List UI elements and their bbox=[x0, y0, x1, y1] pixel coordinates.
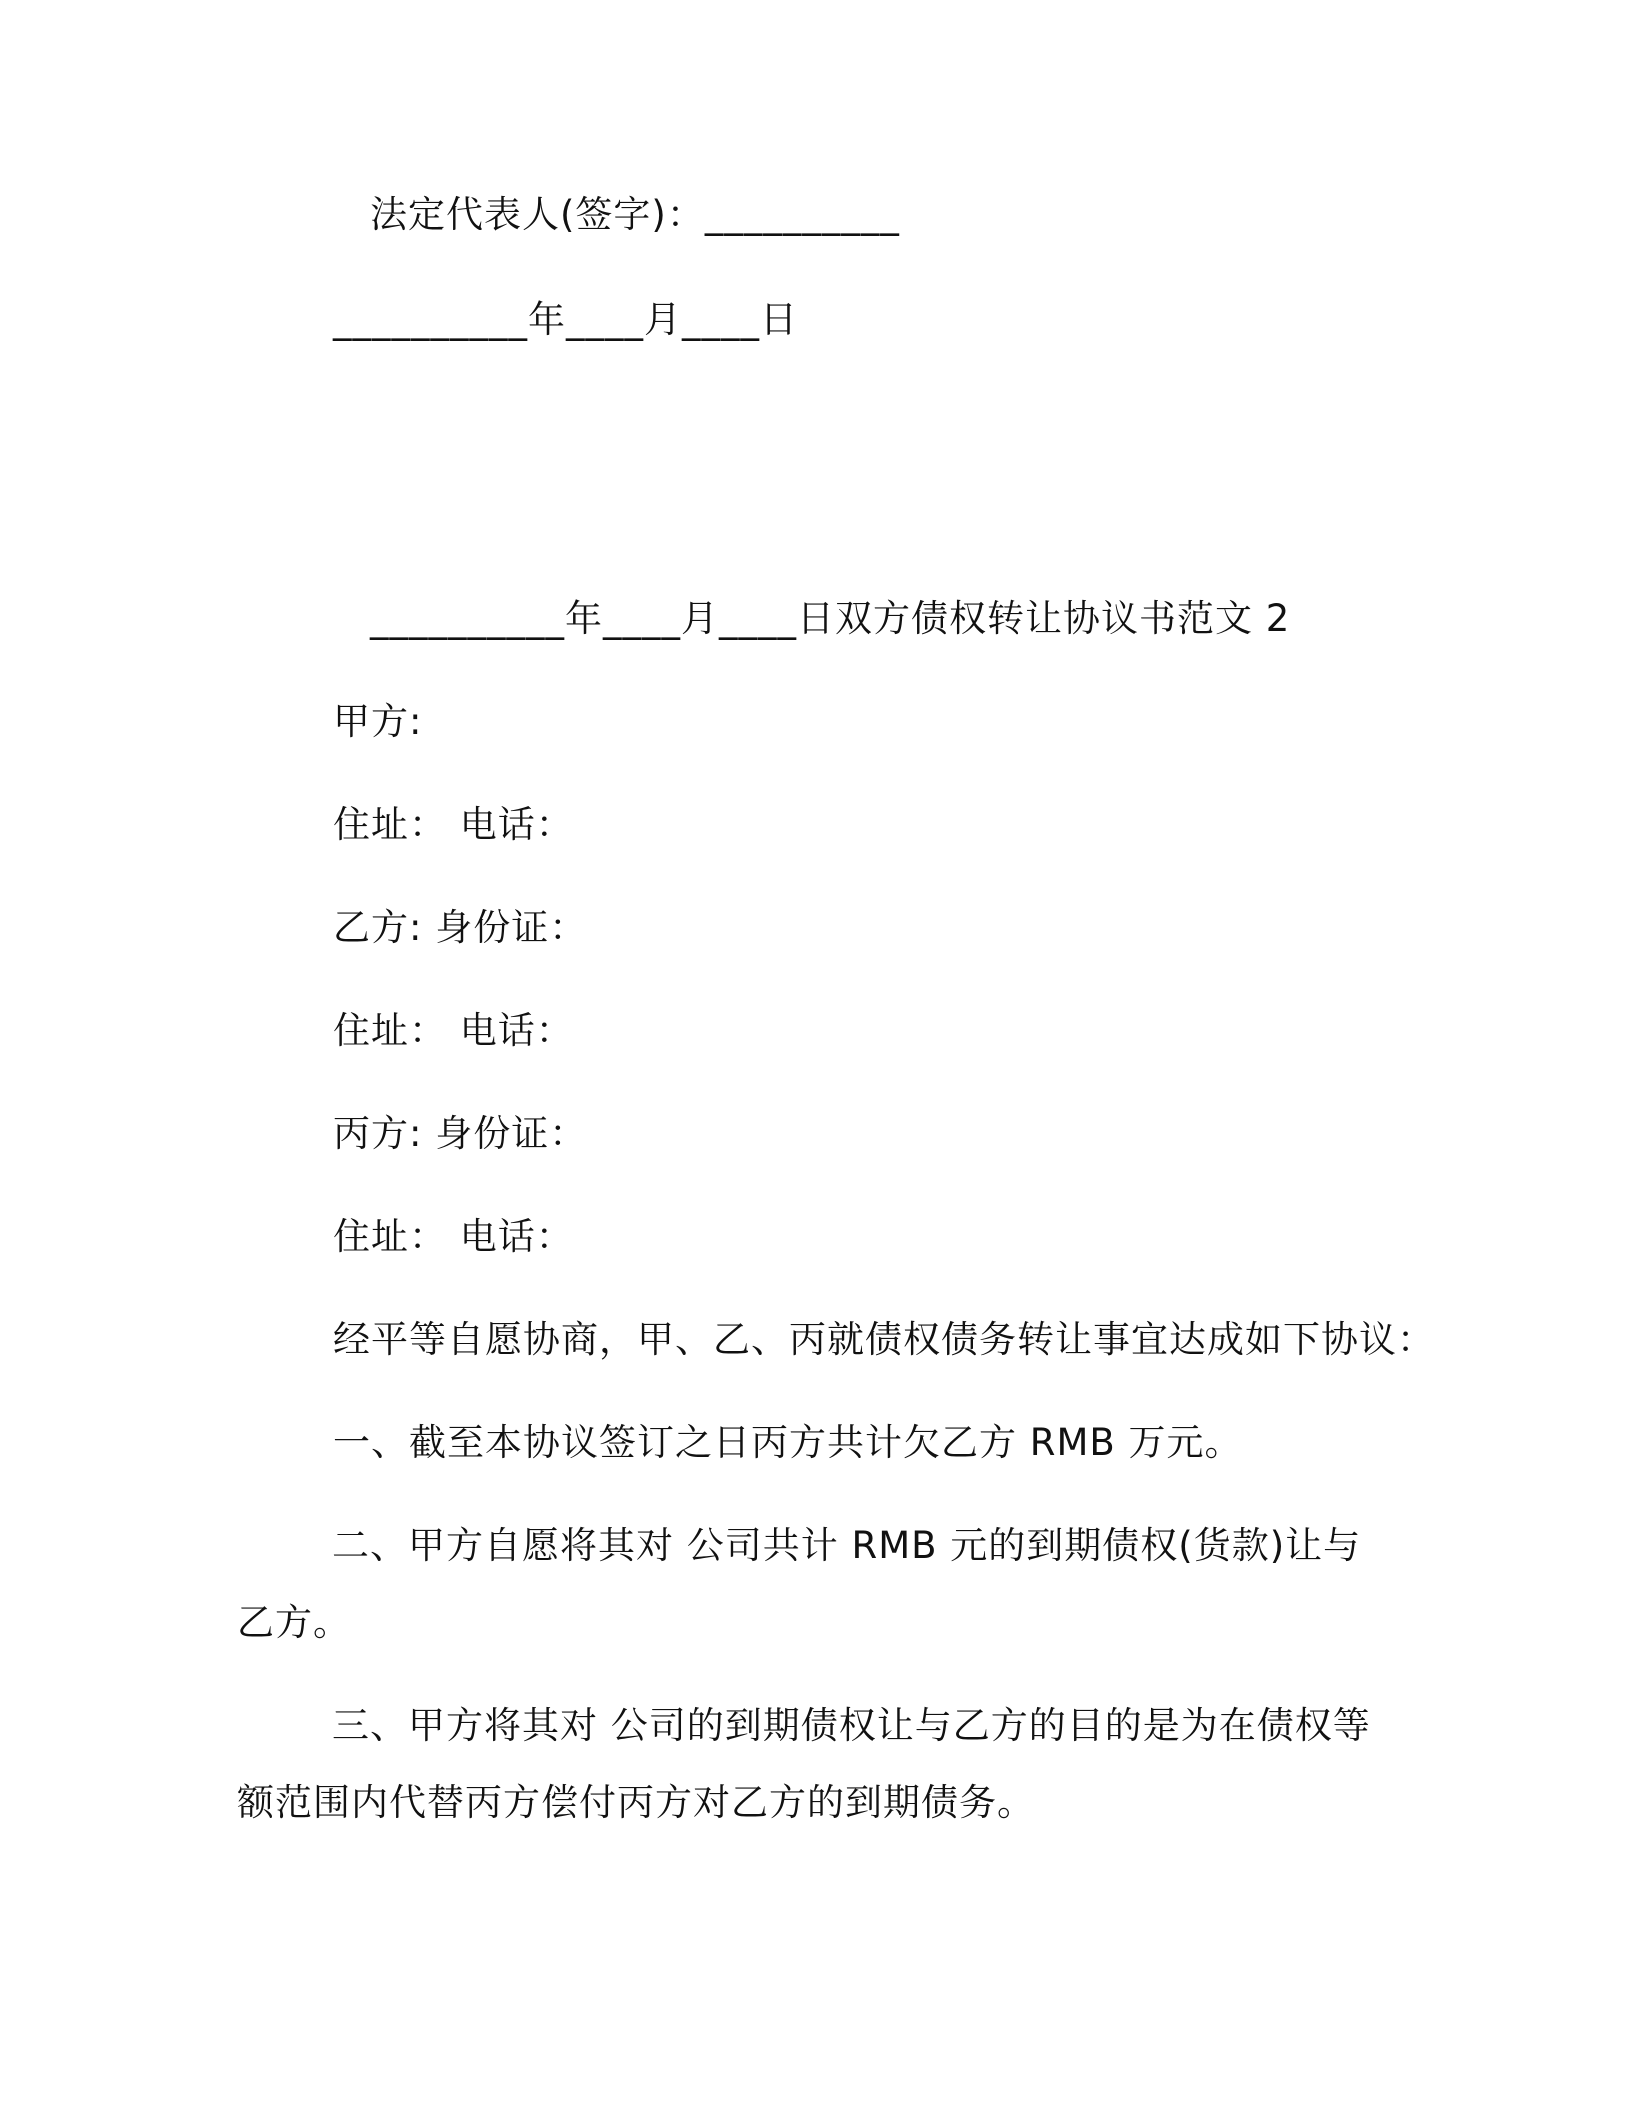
clause-3: 三、甲方将其对 公司的到期债权让与乙方的目的是为在债权等额范围内代替丙方偿付丙方对乙方的到期债务。 bbox=[237, 1704, 1371, 1824]
party-a-address: 住址： 电话： bbox=[333, 803, 574, 846]
party-b-label: 乙方: 身份证： bbox=[333, 906, 588, 949]
clause-1: 一、截至本协议签订之日丙方共计欠乙方 RMB 万元。 bbox=[333, 1421, 1243, 1464]
party-b-address: 住址： 电话： bbox=[333, 1009, 574, 1052]
party-c-address: 住址： 电话： bbox=[333, 1215, 574, 1258]
document-title: __________年____月____日双方债权转让协议书范文 2 bbox=[370, 597, 1291, 640]
preamble-paragraph: 经平等自愿协商，甲、乙、丙就债权债务转让事宜达成如下协议： bbox=[333, 1318, 1435, 1361]
party-a-label: 甲方: bbox=[333, 700, 423, 743]
signature-line: 法定代表人(签字)：__________ bbox=[370, 193, 900, 236]
party-c-label: 丙方: 身份证： bbox=[333, 1112, 588, 1155]
date-line: __________年____月____日 bbox=[333, 298, 798, 341]
clause-2: 二、甲方自愿将其对 公司共计 RMB 元的到期债权(货款)让与乙方。 bbox=[237, 1524, 1362, 1644]
